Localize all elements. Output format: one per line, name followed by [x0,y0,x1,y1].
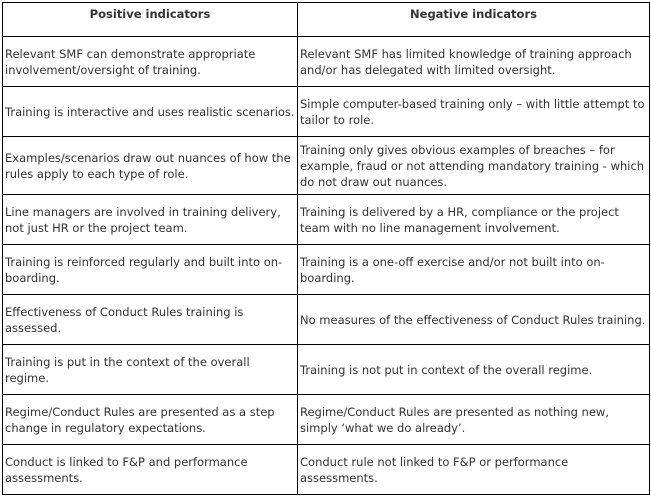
positive-indicator-cell: Effectiveness of Conduct Rules training is assessed. [3,295,298,345]
positive-indicator-cell: Training is interactive and uses realistic scenarios. [3,87,298,137]
table-header-row [3,3,650,37]
table-row [3,195,650,245]
header-negative-indicators: Negative indicators [298,3,650,37]
table-row [3,87,650,137]
table-row [3,295,650,345]
positive-indicator-cell: Conduct is linked to F&P and performance assessments. [3,445,298,495]
positive-indicator-cell: Training is reinforced regularly and built into on-boarding. [3,245,298,295]
negative-indicator-cell: Training is a one-off exercise and/or not built into on-boarding. [298,245,650,295]
negative-indicator-cell: Conduct rule not linked to F&P or performance assessments. [298,445,650,495]
positive-indicator-cell: Relevant SMF can demonstrate appropriate involvement/oversight of training. [3,37,298,87]
table-row [3,137,650,195]
table-row [3,395,650,445]
table-row [3,445,650,495]
positive-indicator-cell: Training is put in the context of the overall regime. [3,345,298,395]
negative-indicator-cell: Relevant SMF has limited knowledge of training approach and/or has delegated with limited oversight. [298,37,650,87]
table-row [3,345,650,395]
negative-indicator-cell: Regime/Conduct Rules are presented as nothing new, simply ‘what we do already’. [298,395,650,445]
positive-indicator-cell: Examples/scenarios draw out nuances of how the rules apply to each type of role. [3,137,298,195]
negative-indicator-cell: Training is delivered by a HR, compliance or the project team with no line management involvement. [298,195,650,245]
negative-indicator-cell: Simple computer-based training only – with little attempt to tailor to role. [298,87,650,137]
indicators-table [2,2,650,495]
header-positive-indicators: Positive indicators [3,3,298,37]
negative-indicator-cell: No measures of the effectiveness of Conduct Rules training. [298,295,650,345]
negative-indicator-cell: Training is not put in context of the overall regime. [298,345,650,395]
table-row [3,245,650,295]
negative-indicator-cell: Training only gives obvious examples of breaches – for example, fraud or not attending mandatory training - which do not draw out nuances. [298,137,650,195]
positive-indicator-cell: Line managers are involved in training delivery, not just HR or the project team. [3,195,298,245]
positive-indicator-cell: Regime/Conduct Rules are presented as a step change in regulatory expectations. [3,395,298,445]
table-row [3,37,650,87]
